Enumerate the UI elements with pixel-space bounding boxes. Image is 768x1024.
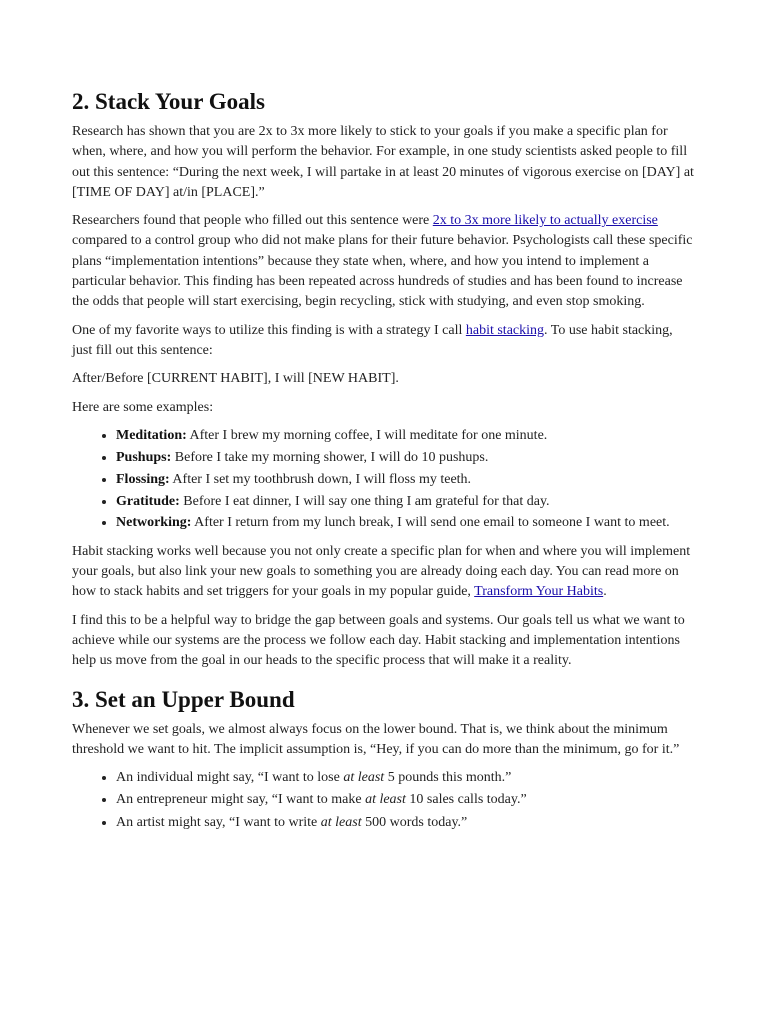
list-item-text: Before I take my morning shower, I will do 10 pushups. <box>171 449 489 465</box>
list-item-text: After I set my toothbrush down, I will floss my teeth. <box>169 471 472 487</box>
list-item-label: Gratitude: <box>116 493 180 509</box>
paragraph <box>72 211 696 312</box>
paragraph: I find this to be a helpful way to bridge the gap between goals and systems. Our goals tell us what we want to achieve while our systems are the process we follow each day. Habit stacking and implementation intentions help us move from the goal in our heads to the specific process that will make it a reality. <box>72 612 685 669</box>
list-item <box>116 492 696 512</box>
list-item-text: An entrepreneur might say, “I want to make <box>116 792 366 808</box>
section-heading-set-an-upper-bound: 3. Set an Upper Bound <box>72 686 295 712</box>
paragraph-text: . To use habit stacking, just fill out this sentence: <box>72 322 673 358</box>
list-item-text: An individual might say, “I want to lose <box>116 770 344 786</box>
list-item-text: 5 pounds this month.” <box>384 770 512 786</box>
list-item <box>116 426 696 446</box>
paragraph-text: One of my favorite ways to utilize this finding is with a strategy I call <box>72 322 466 338</box>
list-item <box>116 448 696 468</box>
paragraph-text: Researchers found that people who filled out this sentence were <box>72 213 433 229</box>
list-item <box>116 513 696 533</box>
paragraph-text: . <box>603 584 607 600</box>
list-item-text: 500 words today.” <box>361 814 468 830</box>
link-transform-your-habits[interactable]: Transform Your Habits <box>474 584 604 600</box>
list-item <box>116 768 696 788</box>
list-item-label: Networking: <box>116 515 192 531</box>
list-item <box>116 790 696 810</box>
list-item-text: 10 sales calls today.” <box>405 792 527 808</box>
paragraph: Here are some examples: <box>72 399 214 415</box>
emphasis-text: at least <box>365 792 406 808</box>
lower-bound-examples-list <box>72 768 696 833</box>
list-item-label: Meditation: <box>116 427 187 443</box>
list-item-text: After I brew my morning coffee, I will meditate for one minute. <box>186 427 548 443</box>
list-item-text: After I return from my lunch break, I will send one email to someone I want to meet. <box>191 515 670 531</box>
paragraph <box>72 542 696 603</box>
list-item-text: Before I eat dinner, I will say one thing I am grateful for that day. <box>179 493 550 509</box>
paragraph: After/Before [CURRENT HABIT], I will [NEW HABIT]. <box>72 371 399 387</box>
examples-list <box>72 426 696 534</box>
paragraph-text: compared to a control group who did not make plans for their future behavior. Psychologists call these specific plans “implementation intentions” because they state when, where, and how you intend to implement a particular behavior. This finding has been repeated across hundreds of studies and has been found to increase the odds that people will start exercising, begin recycling, stick with studying, and even stop smoking. <box>72 233 693 310</box>
emphasis-text: at least <box>320 814 362 830</box>
paragraph: Research has shown that you are 2x to 3x more likely to stick to your goals if you make a specific plan for when, where, and how you will perform the behavior. For example, in one study scientists asked people to fill out this sentence: “During the next week, I will partake in at least 20 minutes of vigorous exercise on [DAY] at [TIME OF DAY] at/in [PLACE].” <box>72 124 694 200</box>
list-item <box>116 470 696 490</box>
link-habit-stacking[interactable]: habit stacking <box>465 322 545 338</box>
emphasis-text: at least <box>343 770 385 786</box>
paragraph <box>72 321 696 362</box>
link-more-likely-to-exercise[interactable]: 2x to 3x more likely to actually exercise <box>432 213 658 229</box>
section-heading-stack-your-goals: 2. Stack Your Goals <box>72 89 265 114</box>
list-item-text: An artist might say, “I want to write <box>116 814 321 830</box>
paragraph: Whenever we set goals, we almost always focus on the lower bound. That is, we think about the minimum threshold we want to hit. The implicit assumption is, “Hey, if you can do more than the minimum, go for it.” <box>72 721 680 757</box>
paragraph-text: Habit stacking works well because you not only create a specific plan for when and where you will implement your goals, but also link your new goals to something you are already doing each day. You can read more on how to stack habits and set triggers for your goals in my popular guide, <box>72 543 691 600</box>
list-item <box>116 813 696 833</box>
list-item-label: Pushups: <box>116 449 172 465</box>
list-item-label: Flossing: <box>116 471 170 487</box>
